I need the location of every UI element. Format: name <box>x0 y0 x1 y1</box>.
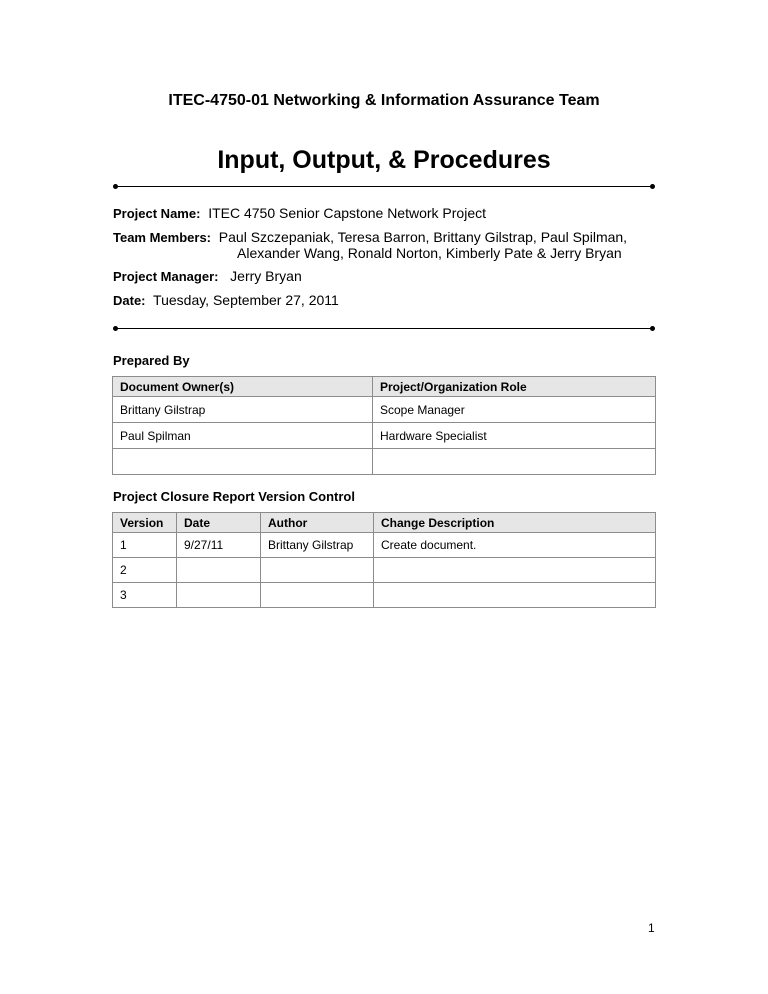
top-divider <box>116 186 652 187</box>
change-description-cell <box>374 558 656 583</box>
divider-dot-left <box>113 326 118 331</box>
date-cell <box>177 558 261 583</box>
table-row <box>113 397 656 423</box>
version-cell: 1 <box>113 533 177 558</box>
team-members-label: Team Members: <box>113 230 212 245</box>
prepared-by-table <box>112 376 656 475</box>
divider-dot-right <box>650 326 655 331</box>
table-header-row <box>113 377 656 397</box>
project-manager-value: Jerry Bryan <box>230 268 302 284</box>
date-cell: 9/27/11 <box>177 533 261 558</box>
document-title: Input, Output, & Procedures <box>217 146 551 174</box>
project-manager-line <box>113 268 302 284</box>
column-header: Change Description <box>374 513 656 533</box>
divider-dot-left <box>113 184 118 189</box>
date-value: Tuesday, September 27, 2011 <box>153 292 339 308</box>
date-cell <box>177 583 261 608</box>
table-row <box>113 533 656 558</box>
table-row <box>113 423 656 449</box>
version-control-title: Project Closure Report Version Control <box>113 489 355 504</box>
team-members-value-line2: Alexander Wang, Ronald Norton, Kimberly Pate & Jerry Bryan <box>237 245 622 261</box>
prepared-by-title: Prepared By <box>113 353 190 368</box>
author-cell <box>261 583 374 608</box>
version-cell: 3 <box>113 583 177 608</box>
divider-dot-right <box>650 184 655 189</box>
owner-cell <box>113 449 373 475</box>
team-title: ITEC-4750-01 Networking & Information Assurance Team <box>168 92 600 109</box>
change-description-cell: Create document. <box>374 533 656 558</box>
table-row <box>113 558 656 583</box>
role-cell: Hardware Specialist <box>373 423 656 449</box>
column-header: Version <box>113 513 177 533</box>
column-header: Project/Organization Role <box>373 377 656 397</box>
project-manager-label: Project Manager: <box>113 269 219 284</box>
owner-cell: Paul Spilman <box>113 423 373 449</box>
project-name-line <box>113 205 486 221</box>
change-description-cell <box>374 583 656 608</box>
page-number: 1 <box>648 921 655 935</box>
project-name-label: Project Name: <box>113 206 201 221</box>
date-label: Date: <box>113 293 146 308</box>
table-row <box>113 449 656 475</box>
bottom-divider <box>116 328 652 329</box>
column-header: Document Owner(s) <box>113 377 373 397</box>
role-cell: Scope Manager <box>373 397 656 423</box>
column-header: Author <box>261 513 374 533</box>
author-cell: Brittany Gilstrap <box>261 533 374 558</box>
version-cell: 2 <box>113 558 177 583</box>
column-header: Date <box>177 513 261 533</box>
team-members-value-line1: Paul Szczepaniak, Teresa Barron, Brittany Gilstrap, Paul Spilman, <box>218 229 628 245</box>
table-header-row <box>113 513 656 533</box>
table-row <box>113 583 656 608</box>
owner-cell: Brittany Gilstrap <box>113 397 373 423</box>
team-members-line <box>113 229 627 245</box>
author-cell <box>261 558 374 583</box>
version-control-table <box>112 512 656 608</box>
date-line <box>113 292 339 308</box>
project-name-value: ITEC 4750 Senior Capstone Network Project <box>208 205 487 221</box>
role-cell <box>373 449 656 475</box>
